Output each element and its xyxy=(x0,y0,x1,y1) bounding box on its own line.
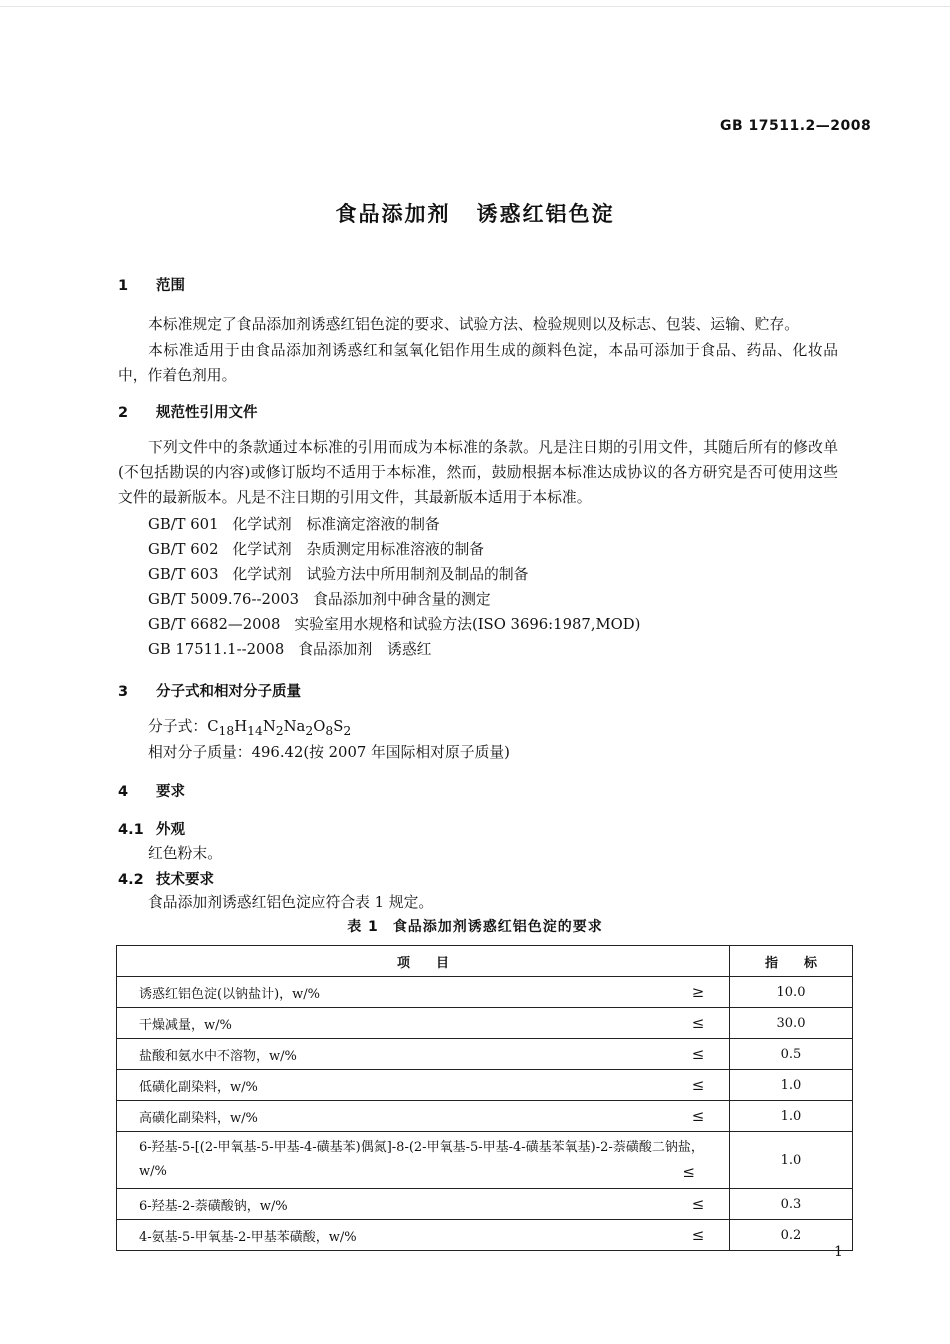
table-row xyxy=(117,1189,853,1220)
item-cell: 6-羟基-2-萘磺酸钠，w/% xyxy=(117,1189,668,1220)
table-caption-title: 食品添加剂诱惑红铝色淀的要求 xyxy=(392,919,603,935)
formula-element: S xyxy=(333,718,344,735)
section-title: 要求 xyxy=(156,784,185,800)
document-number: GB 17511.2—2008 xyxy=(720,118,872,134)
formula-element: O xyxy=(313,718,326,735)
reference-name: 化学试剂 试验方法中所用制剂及制品的制备 xyxy=(232,566,529,583)
operator-cell: ≤ xyxy=(667,1189,730,1220)
reference-item xyxy=(148,512,440,537)
section-number: 4.1 xyxy=(118,822,144,838)
reference-item xyxy=(148,562,528,587)
item-text: 6-羟基-5-[(2-甲氧基-5-甲基-4-磺基苯)偶氮]-8-(2-甲氧基-5-甲基-4-磺基苯氧基)-2-萘磺酸二钠盐，w/% xyxy=(139,1140,704,1179)
formula-element: C xyxy=(207,718,219,735)
title-part-2: 诱惑红铝色淀 xyxy=(476,202,615,226)
table-caption xyxy=(0,916,950,936)
section-title: 技术要求 xyxy=(156,872,214,888)
section-4-1-heading xyxy=(118,818,185,839)
table-row xyxy=(117,1070,853,1101)
section-4-heading xyxy=(118,780,185,801)
column-header-item: 项 目 xyxy=(117,946,730,977)
item-cell: 高磺化副染料，w/% xyxy=(117,1101,668,1132)
reference-item xyxy=(148,587,491,612)
value-cell: 0.3 xyxy=(730,1189,853,1220)
section-title: 范围 xyxy=(156,278,185,294)
reference-code: GB/T 602 xyxy=(148,541,219,558)
value-cell: 30.0 xyxy=(730,1008,853,1039)
formula-subscript: 2 xyxy=(275,723,284,738)
section-number: 4.2 xyxy=(118,872,144,888)
section-number: 1 xyxy=(118,278,129,294)
reference-name: 化学试剂 杂质测定用标准溶液的制备 xyxy=(232,541,485,558)
formula-element: Na xyxy=(283,718,306,735)
molecular-mass: 相对分子质量：496.42(按 2007 年国际相对原子质量) xyxy=(148,744,510,761)
reference-name: 食品添加剂 诱惑红 xyxy=(298,641,432,658)
item-cell: 诱惑红铝色淀(以钠盐计)，w/% xyxy=(117,977,668,1008)
section-1-paragraph-2: 本标准适用于由食品添加剂诱惑红和氢氧化铝作用生成的颜料色淀，本品可添加于食品、药品、化妆品中，作着色剂用。 xyxy=(118,342,838,384)
title-part-1: 食品添加剂 xyxy=(335,202,451,226)
table-row xyxy=(117,977,853,1008)
section-title: 分子式和相对分子质量 xyxy=(156,684,301,700)
table-row xyxy=(117,1008,853,1039)
section-title: 外观 xyxy=(156,822,185,838)
reference-name: 实验室用水规格和试验方法(ISO 3696:1987,MOD) xyxy=(294,616,641,633)
section-number: 3 xyxy=(118,684,129,700)
formula-element: N xyxy=(262,718,276,735)
section-2-heading xyxy=(118,401,258,422)
formula-subscript: 2 xyxy=(305,723,314,738)
section-1-paragraph-1: 本标准规定了食品添加剂诱惑红铝色淀的要求、试验方法、检验规则以及标志、包装、运输、贮存。 xyxy=(148,316,800,333)
operator-cell: ≤ xyxy=(667,1101,730,1132)
table-row xyxy=(117,1132,853,1189)
formula-subscript: 14 xyxy=(247,723,263,738)
section-4-2-heading xyxy=(118,868,214,889)
column-header-value: 指 标 xyxy=(730,946,853,977)
value-cell: 1.0 xyxy=(730,1101,853,1132)
table-row xyxy=(117,1220,853,1251)
table-row xyxy=(117,1101,853,1132)
reference-code: GB 17511.1--2008 xyxy=(148,641,285,658)
table-row xyxy=(117,1039,853,1070)
value-cell: 0.5 xyxy=(730,1039,853,1070)
value-cell: 1.0 xyxy=(730,1132,853,1189)
value-cell: 1.0 xyxy=(730,1070,853,1101)
table-header-row xyxy=(117,946,853,977)
item-cell: 盐酸和氨水中不溶物，w/% xyxy=(117,1039,668,1070)
table-caption-number: 表 1 xyxy=(347,919,379,935)
operator-cell: ≤ xyxy=(667,1039,730,1070)
section-number: 2 xyxy=(118,405,129,421)
reference-code: GB/T 601 xyxy=(148,516,219,533)
section-3-heading xyxy=(118,680,301,701)
section-2-paragraph: 下列文件中的条款通过本标准的引用而成为本标准的条款。凡是注日期的引用文件，其随后所有的修改单(不包括勘误的内容)或修订版均不适用于本标准，然而，鼓励根据本标准达成协议的各方研究是否可使用这些文件的最新版本。凡是不注日期的引用文件，其最新版本适用于本标准。 xyxy=(118,439,838,506)
value-cell: 0.2 xyxy=(730,1220,853,1251)
reference-item xyxy=(148,637,431,662)
formula-element: H xyxy=(234,718,248,735)
reference-item xyxy=(148,612,640,637)
formula-subscript: 2 xyxy=(343,723,352,738)
reference-code: GB/T 5009.76--2003 xyxy=(148,591,300,608)
value-cell: 10.0 xyxy=(730,977,853,1008)
technical-requirement-text: 食品添加剂诱惑红铝色淀应符合表 1 规定。 xyxy=(148,894,434,911)
formula-subscript: 8 xyxy=(325,723,334,738)
item-cell-long xyxy=(117,1132,730,1189)
page-number: 1 xyxy=(834,1244,843,1260)
reference-code: GB/T 6682—2008 xyxy=(148,616,281,633)
operator-cell: ≤ xyxy=(667,1220,730,1251)
operator-text: ≤ xyxy=(682,1163,695,1181)
reference-name: 食品添加剂中砷含量的测定 xyxy=(313,591,491,608)
reference-item xyxy=(148,537,484,562)
appearance-text: 红色粉末。 xyxy=(148,845,222,862)
page-title xyxy=(0,198,950,228)
section-1-heading xyxy=(118,274,185,295)
formula-label: 分子式： xyxy=(148,718,208,735)
reference-name: 化学试剂 标准滴定溶液的制备 xyxy=(232,516,440,533)
item-cell: 低磺化副染料，w/% xyxy=(117,1070,668,1101)
reference-code: GB/T 603 xyxy=(148,566,219,583)
requirements-table xyxy=(116,945,853,1251)
operator-cell: ≥ xyxy=(667,977,730,1008)
scan-edge-line xyxy=(0,6,950,7)
formula-subscript: 18 xyxy=(218,723,235,738)
section-title: 规范性引用文件 xyxy=(156,405,258,421)
section-number: 4 xyxy=(118,784,129,800)
item-cell: 干燥减量，w/% xyxy=(117,1008,668,1039)
item-cell: 4-氨基-5-甲氧基-2-甲基苯磺酸，w/% xyxy=(117,1220,668,1251)
operator-cell: ≤ xyxy=(667,1070,730,1101)
operator-cell: ≤ xyxy=(667,1008,730,1039)
